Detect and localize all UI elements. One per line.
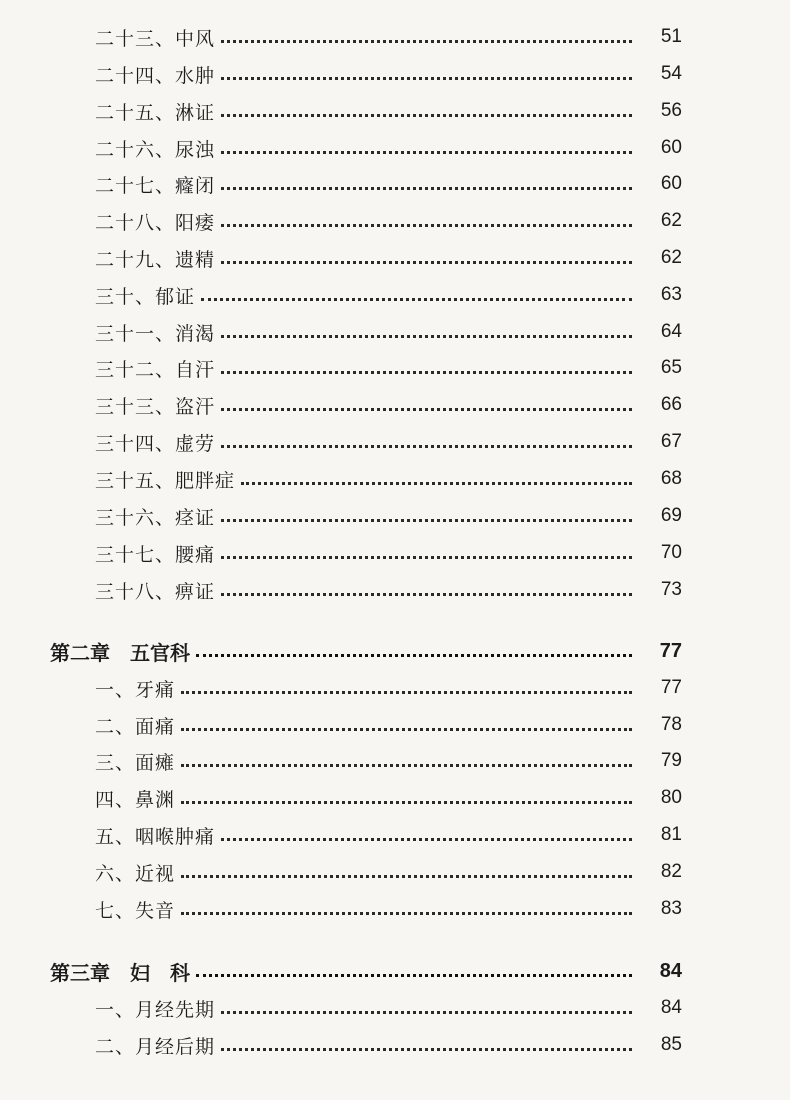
toc-page-number: 64 [660,321,682,342]
toc-section-entry [0,820,790,850]
dot-leader [221,77,632,80]
toc-entry-title: 三十三、盗汗 [95,395,216,418]
toc-entry-title: 二十九、遗精 [95,248,216,271]
toc-page-number: 83 [660,898,682,919]
toc-section-entry [0,746,790,776]
toc-section-entry [0,317,790,347]
toc-section-entry [0,538,790,568]
toc-page-number: 84 [660,997,682,1018]
toc-page-number: 82 [660,861,682,882]
toc-section-entry [0,353,790,383]
dot-leader [221,224,632,227]
toc-page-number: 66 [660,394,682,415]
dot-leader [181,728,632,731]
dot-leader [221,838,632,841]
toc-section-entry [0,857,790,887]
toc-entry-title: 二十四、水肿 [95,64,216,87]
toc-section-entry [0,673,790,703]
dot-leader [181,691,632,694]
dot-leader [221,187,632,190]
dot-leader [221,556,632,559]
dot-leader [221,371,632,374]
toc-entry-title: 三十五、肥胖症 [95,469,236,492]
dot-leader [221,114,632,117]
toc-entry-title: 五、咽喉肿痛 [95,825,216,848]
toc-entry-title: 二十五、淋证 [95,101,216,124]
toc-entry-title: 三十二、自汗 [95,358,216,381]
toc-page-number: 77 [660,677,682,698]
toc-page-number: 68 [660,468,682,489]
toc-section-entry [0,243,790,273]
dot-leader [201,298,632,301]
toc-entry-title: 七、失音 [95,899,176,922]
toc-section-entry [0,993,790,1023]
toc-section-entry [0,1030,790,1060]
toc-page-number: 81 [660,824,682,845]
dot-leader [221,1048,632,1051]
toc-page-number: 85 [660,1034,682,1055]
toc-section-entry [0,280,790,310]
toc-entry-title: 三十七、腰痛 [95,543,216,566]
dot-leader [241,482,632,485]
toc-section-entry [0,169,790,199]
toc-page-number: 67 [660,431,682,452]
dot-leader [181,875,632,878]
toc-entry-title: 一、月经先期 [95,998,216,1021]
toc-section-entry [0,710,790,740]
toc-section-entry [0,96,790,126]
dot-leader [221,445,632,448]
toc-entry-title: 四、鼻渊 [95,788,176,811]
toc-page-number: 60 [660,173,682,194]
dot-leader [181,764,632,767]
toc-section-entry [0,206,790,236]
toc-section-entry [0,427,790,457]
toc-page-number: 60 [660,137,682,158]
toc-entry-title: 第二章 五官科 [50,640,190,665]
toc-entry-title: 一、牙痛 [95,678,176,701]
toc-page-number: 51 [660,26,682,47]
toc-section-entry [0,22,790,52]
toc-page-number: 73 [660,579,682,600]
toc-section-entry [0,501,790,531]
toc-entry-title: 三十一、消渴 [95,322,216,345]
dot-leader [221,261,632,264]
toc-section-entry [0,59,790,89]
dot-leader [181,801,632,804]
toc-section-entry [0,133,790,163]
toc-page-number: 62 [660,210,682,231]
toc-entry-title: 二十六、尿浊 [95,138,216,161]
toc-entry-title: 第三章 妇 科 [50,960,190,985]
toc-section-entry [0,894,790,924]
toc-section-entry [0,783,790,813]
toc-entry-title: 二、月经后期 [95,1035,216,1058]
toc-section-entry [0,390,790,420]
dot-leader [181,912,632,915]
toc-entry-title: 三十四、虚劳 [95,432,216,455]
toc-section-entry [0,464,790,494]
toc-entry-title: 三、面瘫 [95,751,176,774]
dot-leader [196,974,632,977]
toc-entry-title: 三十八、痹证 [95,580,216,603]
toc-page-number: 54 [660,63,682,84]
dot-leader [196,654,632,657]
toc-entry-title: 三十六、痉证 [95,506,216,529]
toc-chapter-entry [0,956,790,986]
toc-section-entry [0,575,790,605]
toc-page-number: 56 [660,100,682,121]
toc-page-number: 62 [660,247,682,268]
toc-entry-title: 三十、郁证 [95,285,196,308]
toc-page-number: 78 [660,714,682,735]
toc-entry-title: 二、面痛 [95,715,176,738]
dot-leader [221,335,632,338]
toc-page-number: 63 [660,284,682,305]
toc-page-number: 80 [660,787,682,808]
toc-page-number: 70 [660,542,682,563]
toc-page-number: 79 [660,750,682,771]
dot-leader [221,151,632,154]
toc-entry-title: 二十七、癃闭 [95,174,216,197]
dot-leader [221,40,632,43]
toc-page-number: 69 [660,505,682,526]
dot-leader [221,1011,632,1014]
toc-page-number: 84 [659,959,682,982]
toc-entry-title: 六、近视 [95,862,176,885]
toc-page-number: 65 [660,357,682,378]
toc-entry-title: 二十三、中风 [95,27,216,50]
dot-leader [221,519,632,522]
dot-leader [221,408,632,411]
toc-entry-title: 二十八、阳痿 [95,211,216,234]
toc-page-number: 77 [659,639,682,662]
dot-leader [221,593,632,596]
toc-chapter-entry [0,636,790,666]
